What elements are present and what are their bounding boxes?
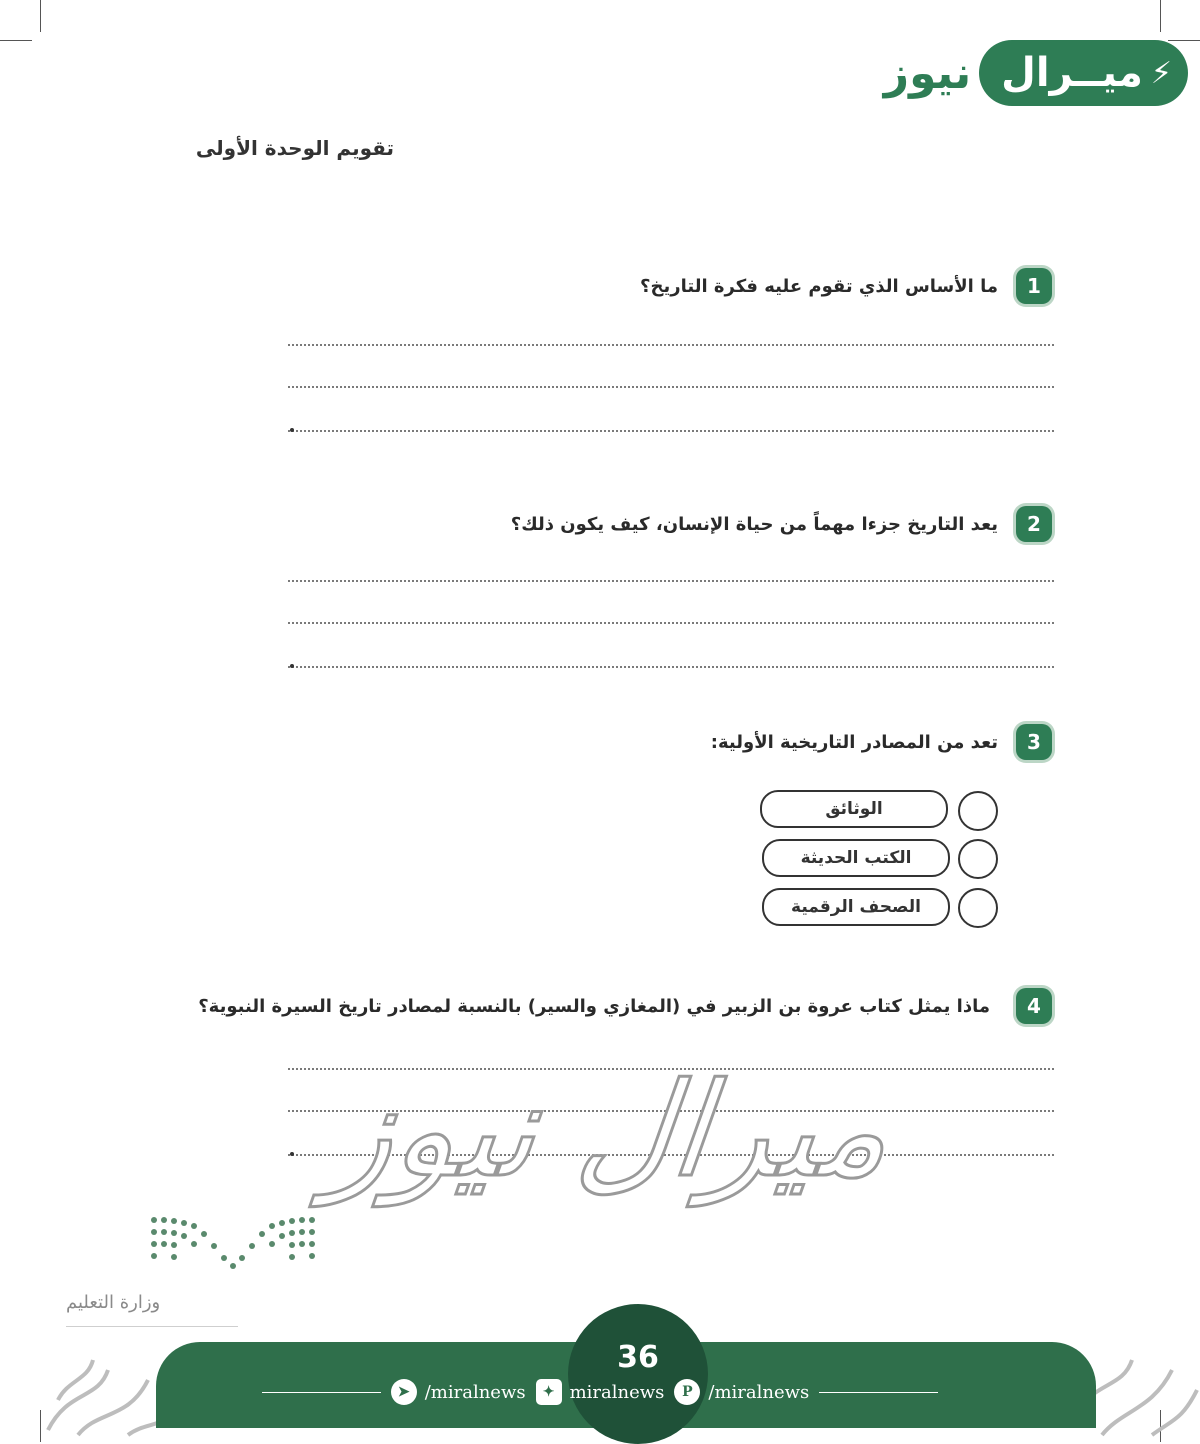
telegram-icon: ➤ [391, 1379, 417, 1405]
answer-line[interactable] [288, 666, 1054, 668]
crop-mark [0, 40, 32, 41]
page-number [568, 1304, 708, 1444]
answer-line[interactable] [288, 344, 1054, 346]
answer-line[interactable] [288, 430, 1054, 432]
pinterest-icon: P [674, 1379, 700, 1405]
divider [819, 1392, 938, 1393]
question-text: ماذا يمثل كتاب عروة بن الزبير في (المغازي والسير) بالنسبة لمصادر تاريخ السيرة النبوية؟ [198, 996, 990, 1017]
option-label[interactable]: الصحف الرقمية [762, 888, 950, 926]
answer-line[interactable] [288, 622, 1054, 624]
question-text: تعد من المصادر التاريخية الأولية: [710, 732, 998, 753]
divider [262, 1392, 381, 1393]
line-end-dot [290, 1152, 294, 1156]
brand-logo[interactable] [883, 38, 1188, 108]
option-checkbox[interactable] [958, 888, 998, 928]
social-links [262, 1376, 938, 1408]
ministry-logo-icon [148, 1212, 318, 1272]
question-number-badge: 2 [1016, 506, 1052, 542]
question-number-badge: 4 [1016, 988, 1052, 1024]
brand-pill [979, 40, 1188, 106]
question-text: يعد التاريخ جزءا مهماً من حياة الإنسان، كيف يكون ذلك؟ [510, 514, 998, 535]
crop-mark [1160, 0, 1161, 32]
option-checkbox[interactable] [958, 839, 998, 879]
page-number-text: 36 [617, 1340, 659, 1375]
divider [66, 1326, 238, 1327]
telegram-link[interactable] [391, 1379, 526, 1405]
pinterest-link[interactable] [674, 1379, 809, 1405]
brand-name-part2: نيوز [883, 47, 972, 99]
question-number-badge: 3 [1016, 724, 1052, 760]
line-end-dot [290, 664, 294, 668]
watermark: ميرال نيوز [323, 1054, 897, 1206]
option-label[interactable]: الوثائق [760, 790, 948, 828]
telegram-handle: /miralnews [424, 1381, 526, 1403]
crop-mark [40, 0, 41, 32]
twitter-handle: miralnews [569, 1381, 665, 1403]
line-end-dot [290, 428, 294, 432]
twitter-icon: ✦ [536, 1379, 562, 1405]
answer-line[interactable] [288, 580, 1054, 582]
answer-line[interactable] [288, 386, 1054, 388]
ministry-name: وزارة التعليم [66, 1292, 161, 1313]
option-checkbox[interactable] [958, 791, 998, 831]
question-text: ما الأساس الذي تقوم عليه فكرة التاريخ؟ [640, 276, 998, 297]
bolt-icon: ⚡ [1150, 55, 1172, 91]
pinterest-handle: /miralnews [708, 1381, 810, 1403]
unit-title: تقويم الوحدة الأولى [195, 136, 395, 160]
twitter-link[interactable] [536, 1379, 665, 1405]
brand-name-part1: ميــرال [1001, 50, 1143, 96]
question-number-badge: 1 [1016, 268, 1052, 304]
option-label[interactable]: الكتب الحديثة [762, 839, 950, 877]
